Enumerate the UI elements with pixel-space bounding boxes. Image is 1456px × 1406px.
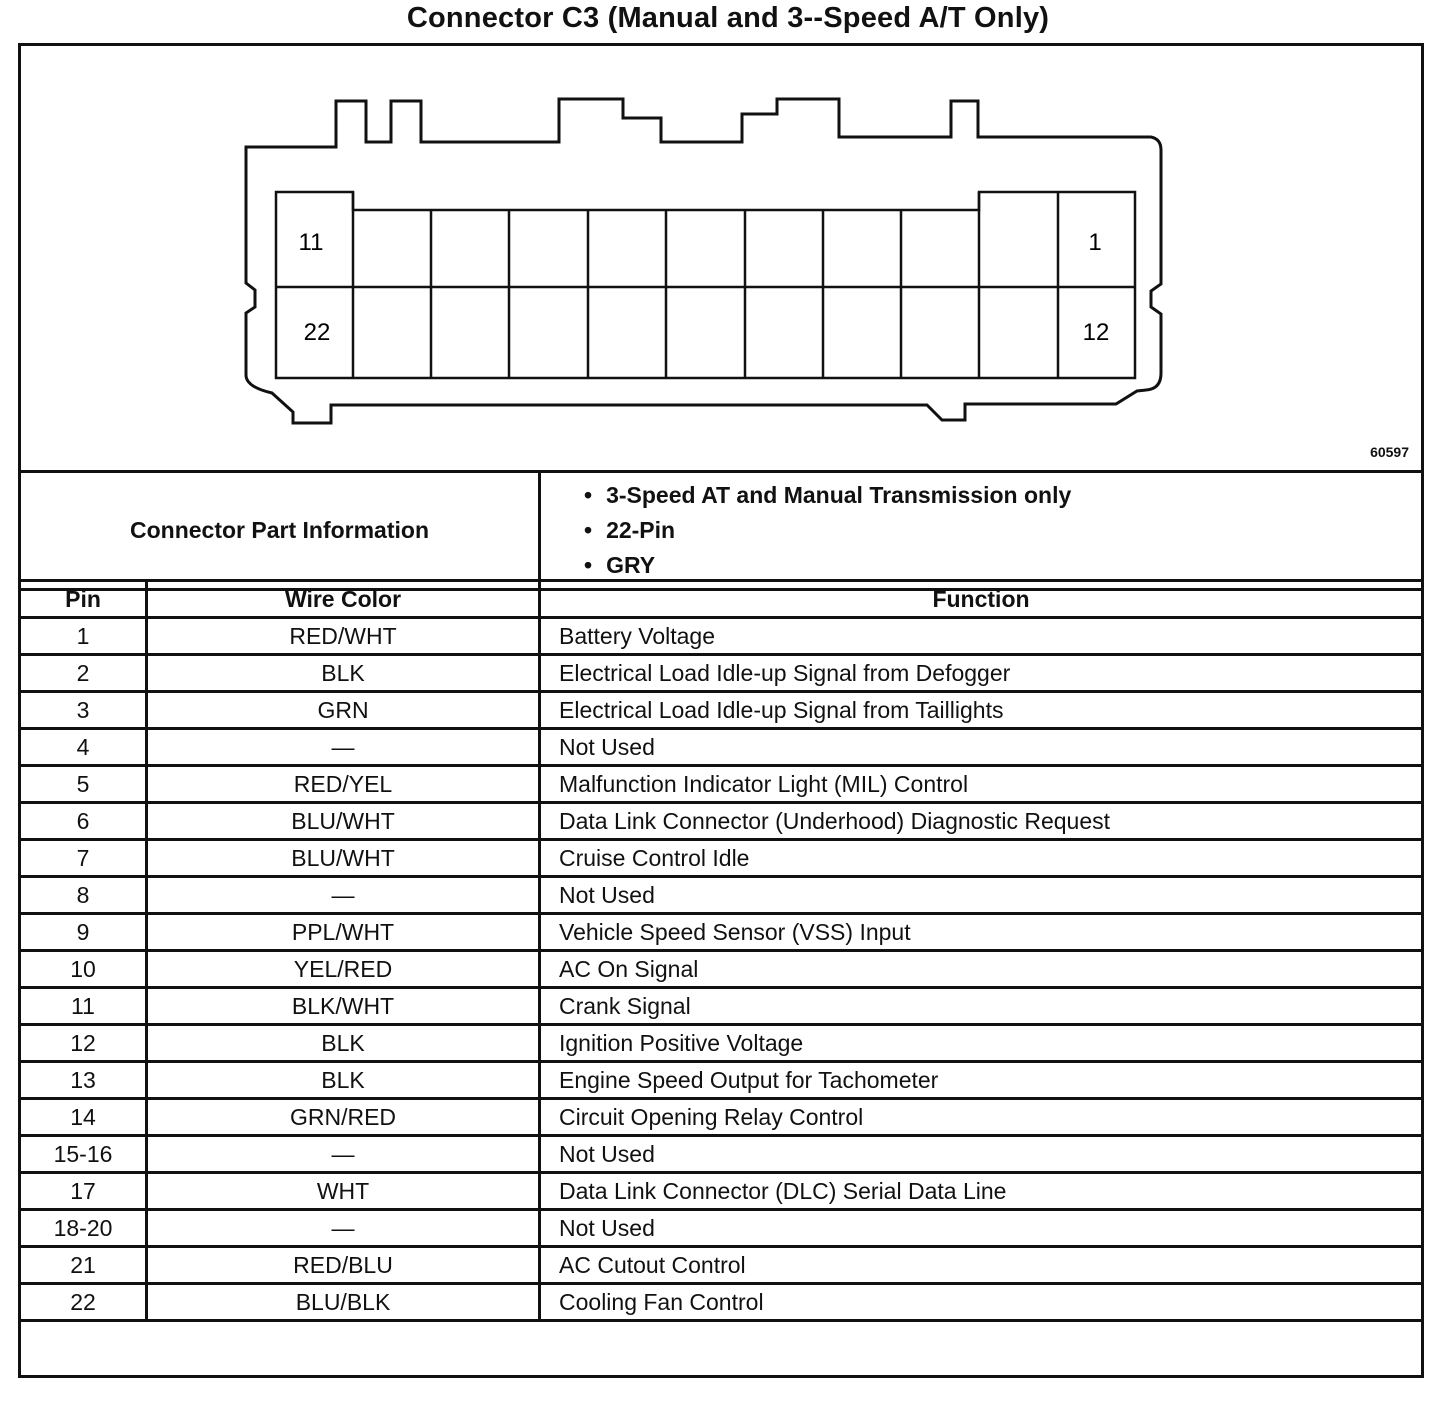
table-row	[20, 1025, 1423, 1062]
pin-cell: 12	[20, 1025, 147, 1062]
wire-color-cell: GRN/RED	[147, 1099, 540, 1136]
table-row	[20, 988, 1423, 1025]
table-row	[20, 1099, 1423, 1136]
wire-color-cell: BLK	[147, 655, 540, 692]
table-row	[20, 729, 1423, 766]
table-row	[20, 803, 1423, 840]
function-cell: Crank Signal	[540, 988, 1423, 1025]
pin-cell: 13	[20, 1062, 147, 1099]
pin-grid	[276, 192, 1135, 378]
function-cell: AC On Signal	[540, 951, 1423, 988]
pin-cell: 6	[20, 803, 147, 840]
table-row	[20, 1136, 1423, 1173]
pin-cell: 14	[20, 1099, 147, 1136]
table-row	[20, 877, 1423, 914]
function-cell: Engine Speed Output for Tachometer	[540, 1062, 1423, 1099]
table-row	[20, 655, 1423, 692]
function-cell: Not Used	[540, 1136, 1423, 1173]
function-cell: Battery Voltage	[540, 618, 1423, 655]
header-wire-color: Wire Color	[147, 581, 540, 618]
pin-cell: 17	[20, 1173, 147, 1210]
pin-cell: 4	[20, 729, 147, 766]
part-info-item: • GRY	[584, 548, 1420, 583]
wire-color-cell: BLU/BLK	[147, 1284, 540, 1321]
function-cell: Data Link Connector (Underhood) Diagnostic Request	[540, 803, 1423, 840]
pin-cell: 22	[20, 1284, 147, 1321]
connector-housing-outline	[246, 99, 1161, 423]
header-function: Function	[540, 581, 1423, 618]
wire-color-cell: PPL/WHT	[147, 914, 540, 951]
pin-cell: 11	[20, 988, 147, 1025]
wire-color-cell: RED/WHT	[147, 618, 540, 655]
pin-cell: 7	[20, 840, 147, 877]
pin-label-1: 1	[1088, 229, 1102, 256]
pin-cell: 9	[20, 914, 147, 951]
wire-color-cell: BLU/WHT	[147, 803, 540, 840]
pin-table	[18, 579, 1424, 1322]
wire-color-cell: RED/YEL	[147, 766, 540, 803]
table-row	[20, 1210, 1423, 1247]
table-row	[20, 1062, 1423, 1099]
table-row	[20, 840, 1423, 877]
function-cell: Cruise Control Idle	[540, 840, 1423, 877]
pin-label-22: 22	[303, 319, 331, 346]
function-cell: Electrical Load Idle-up Signal from Taillights	[540, 692, 1423, 729]
table-row	[20, 766, 1423, 803]
wire-color-cell: —	[147, 729, 540, 766]
function-cell: Circuit Opening Relay Control	[540, 1099, 1423, 1136]
connector-face-drawing	[21, 46, 1421, 470]
pin-cell: 8	[20, 877, 147, 914]
page-title: Connector C3 (Manual and 3--Speed A/T Only)	[406, 2, 1050, 34]
table-row	[20, 692, 1423, 729]
wire-color-cell: BLU/WHT	[147, 840, 540, 877]
wire-color-cell: BLK	[147, 1025, 540, 1062]
function-cell: Not Used	[540, 729, 1423, 766]
pin-label-12: 12	[1082, 319, 1110, 346]
connector-diagram	[21, 46, 1421, 470]
pin-cell: 2	[20, 655, 147, 692]
wire-color-cell: YEL/RED	[147, 951, 540, 988]
pin-label-11: 11	[298, 229, 324, 256]
wire-color-cell: BLK/WHT	[147, 988, 540, 1025]
pin-table-header	[20, 581, 1423, 618]
wire-color-cell: —	[147, 1210, 540, 1247]
table-row	[20, 1247, 1423, 1284]
wire-color-cell: GRN	[147, 692, 540, 729]
part-info-item: • 3-Speed AT and Manual Transmission only	[584, 478, 1420, 513]
pin-cell: 10	[20, 951, 147, 988]
wire-color-cell: WHT	[147, 1173, 540, 1210]
function-cell: Electrical Load Idle-up Signal from Defogger	[540, 655, 1423, 692]
wire-color-cell: —	[147, 877, 540, 914]
header-pin: Pin	[20, 581, 147, 618]
function-cell: AC Cutout Control	[540, 1247, 1423, 1284]
pin-cell: 15-16	[20, 1136, 147, 1173]
connector-cavity	[276, 192, 1135, 378]
table-row	[20, 1173, 1423, 1210]
function-cell: Malfunction Indicator Light (MIL) Control	[540, 766, 1423, 803]
pin-cell: 18-20	[20, 1210, 147, 1247]
pin-cell: 5	[20, 766, 147, 803]
function-cell: Vehicle Speed Sensor (VSS) Input	[540, 914, 1423, 951]
function-cell: Not Used	[540, 1210, 1423, 1247]
part-info-label: Connector Part Information	[20, 472, 540, 590]
function-cell: Ignition Positive Voltage	[540, 1025, 1423, 1062]
connector-frame	[18, 43, 1424, 1378]
figure-number: 60597	[1370, 444, 1409, 460]
pin-cell: 21	[20, 1247, 147, 1284]
table-row	[20, 1284, 1423, 1321]
pin-cell: 1	[20, 618, 147, 655]
pin-cell: 3	[20, 692, 147, 729]
part-info-details	[540, 472, 1423, 590]
table-row	[20, 618, 1423, 655]
table-row	[20, 914, 1423, 951]
wire-color-cell: —	[147, 1136, 540, 1173]
wire-color-cell: RED/BLU	[147, 1247, 540, 1284]
function-cell: Data Link Connector (DLC) Serial Data Line	[540, 1173, 1423, 1210]
connector-part-info	[18, 470, 1424, 591]
function-cell: Cooling Fan Control	[540, 1284, 1423, 1321]
part-info-item: • 22-Pin	[584, 513, 1420, 548]
wire-color-cell: BLK	[147, 1062, 540, 1099]
table-row	[20, 951, 1423, 988]
part-info-list	[542, 474, 1420, 587]
function-cell: Not Used	[540, 877, 1423, 914]
